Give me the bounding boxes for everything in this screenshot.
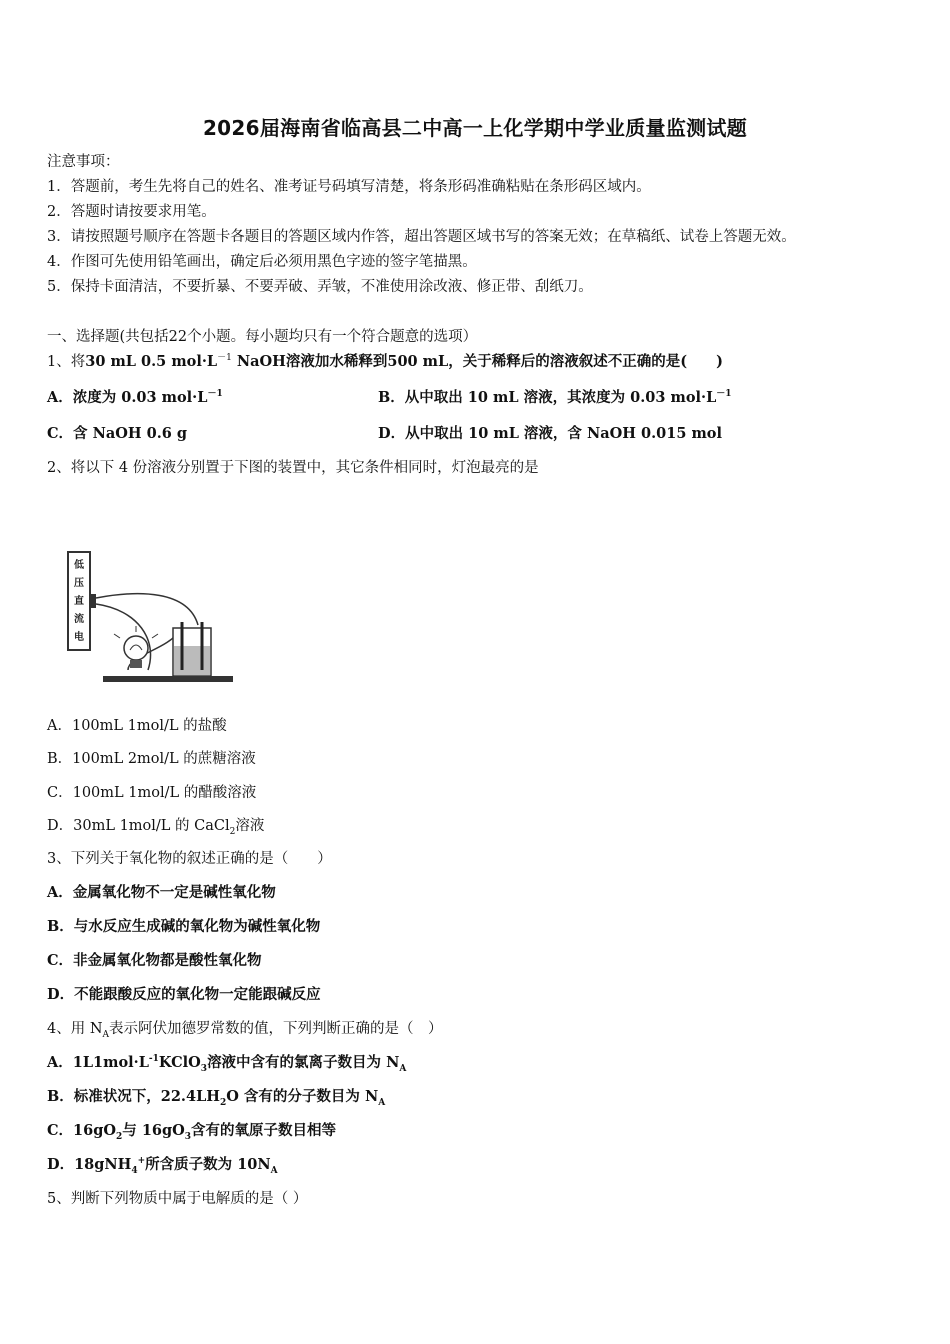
q1-stem-part: 30 mL 0.5 mol·L [85, 353, 218, 370]
power-label-char: 直 [74, 596, 84, 607]
q2-option-b: B．100mL 2mol/L 的蔗糖溶液 [47, 751, 256, 767]
notice-item: 5．保持卡面清洁，不要折暴、不要弄破、弄皱，不准使用涂改液、修正带、刮纸刀。 [47, 279, 593, 295]
q1-option-a: A．浓度为 0.03 $mol\cdot L^{-1}$ [47, 389, 223, 406]
notice-heading: 注意事项： [47, 154, 120, 170]
q1-stem-part: 1、将 [47, 354, 86, 370]
q1-option-d: D．从中取出 10 mL 溶液，含 NaOH 0.015 mol [378, 425, 722, 442]
q1-option-c: C．含 NaOH 0.6 g [47, 425, 188, 442]
question-3-stem: 3、下列关于氧化物的叙述正确的是（ ） [47, 851, 332, 867]
q1-option-b: B．从中取出 10 mL 溶液，其浓度为 0.03 $mol\cdot L^{-1}$ [378, 389, 732, 406]
q3-option-c: C．非金属氧化物都是酸性氧化物 [47, 952, 262, 969]
power-label-char: 电 [74, 632, 84, 643]
q3-option-b: B．与水反应生成碱的氧化物为碱性氧化物 [47, 918, 321, 935]
notice-item: 3．请按照题号顺序在答题卡各题目的答题区域内作答，超出答题区域书写的答案无效；在草稿纸、试卷上答题无效。 [47, 229, 796, 245]
page-title: 2026届海南省临高县二中高一上化学期中学业质量监测试题 [202, 116, 748, 140]
q4-option-c: C．$16gO_2$与 $16gO_3$含有的氧原子数目相等 [47, 1122, 337, 1142]
circuit-figure [58, 550, 258, 704]
notice-item: 4．作图可先使用铅笔画出，确定后必须用黑色字迹的签字笔描黑。 [47, 254, 477, 270]
power-label-char: 低 [74, 560, 84, 571]
lamp-base [130, 660, 142, 668]
q4-option-d: D．18gNH$_4$+所含质子数为 $10N_A$ [47, 1156, 278, 1176]
q1-stem-part: NaOH [231, 353, 286, 370]
question-5-stem: 5、判断下列物质中属于电解质的是（ ） [47, 1191, 308, 1207]
question-1-stem [47, 352, 723, 372]
q1-stem-part: 溶液加水稀释到 [285, 353, 388, 370]
bench [103, 676, 233, 682]
notice-item: 1．答题前，考生先将自己的姓名、准考证号码填写清楚，将条形码准确粘贴在条形码区域内。 [47, 179, 651, 195]
question-4-stem: 4、用 $N_A$表示阿伏加德罗常数的值，下列判断正确的是（ ） [47, 1021, 443, 1040]
q2-option-c: C．100mL 1mol/L 的醋酸溶液 [47, 785, 257, 801]
power-label-char: 流 [74, 614, 84, 625]
q2-option-d: D．30mL 1mol/L 的 CaCl$_2$溶液 [47, 818, 265, 837]
wire [96, 594, 198, 625]
q3-option-a: A．金属氧化物不一定是碱性氧化物 [47, 884, 276, 901]
terminal [90, 594, 96, 608]
question-2-stem: 2、将以下 4 份溶液分别置于下图的装置中，其它条件相同时，灯泡最亮的是 [47, 460, 539, 476]
q1-stem-part: 500 mL [387, 353, 449, 370]
q4-option-b: B．标准状况下，$22.4LH_2O$ 含有的分子数目为 $N_A$ [47, 1088, 386, 1108]
q4-option-a: A．$1L1mol\cdot L^{-1}KClO_3$溶液中含有的氯离子数目为 $N_A$ [47, 1054, 407, 1074]
q1-stem-sup: －1 [217, 353, 232, 364]
notice-item: 2．答题时请按要求用笔。 [47, 204, 216, 220]
power-label-char: 压 [74, 578, 84, 589]
bulb-icon [124, 636, 148, 660]
q3-option-d: D．不能跟酸反应的氧化物一定能跟碱反应 [47, 986, 321, 1003]
q1-stem-part: ，关于稀释后的溶液叙述不正确的是( ) [448, 353, 723, 370]
q2-option-a: A．100mL 1mol/L 的盐酸 [47, 718, 227, 734]
circuit-diagram [58, 550, 258, 700]
section-heading: 一、选择题(共包括22个小题。每小题均只有一个符合题意的选项） [47, 329, 478, 345]
solution [174, 646, 210, 675]
